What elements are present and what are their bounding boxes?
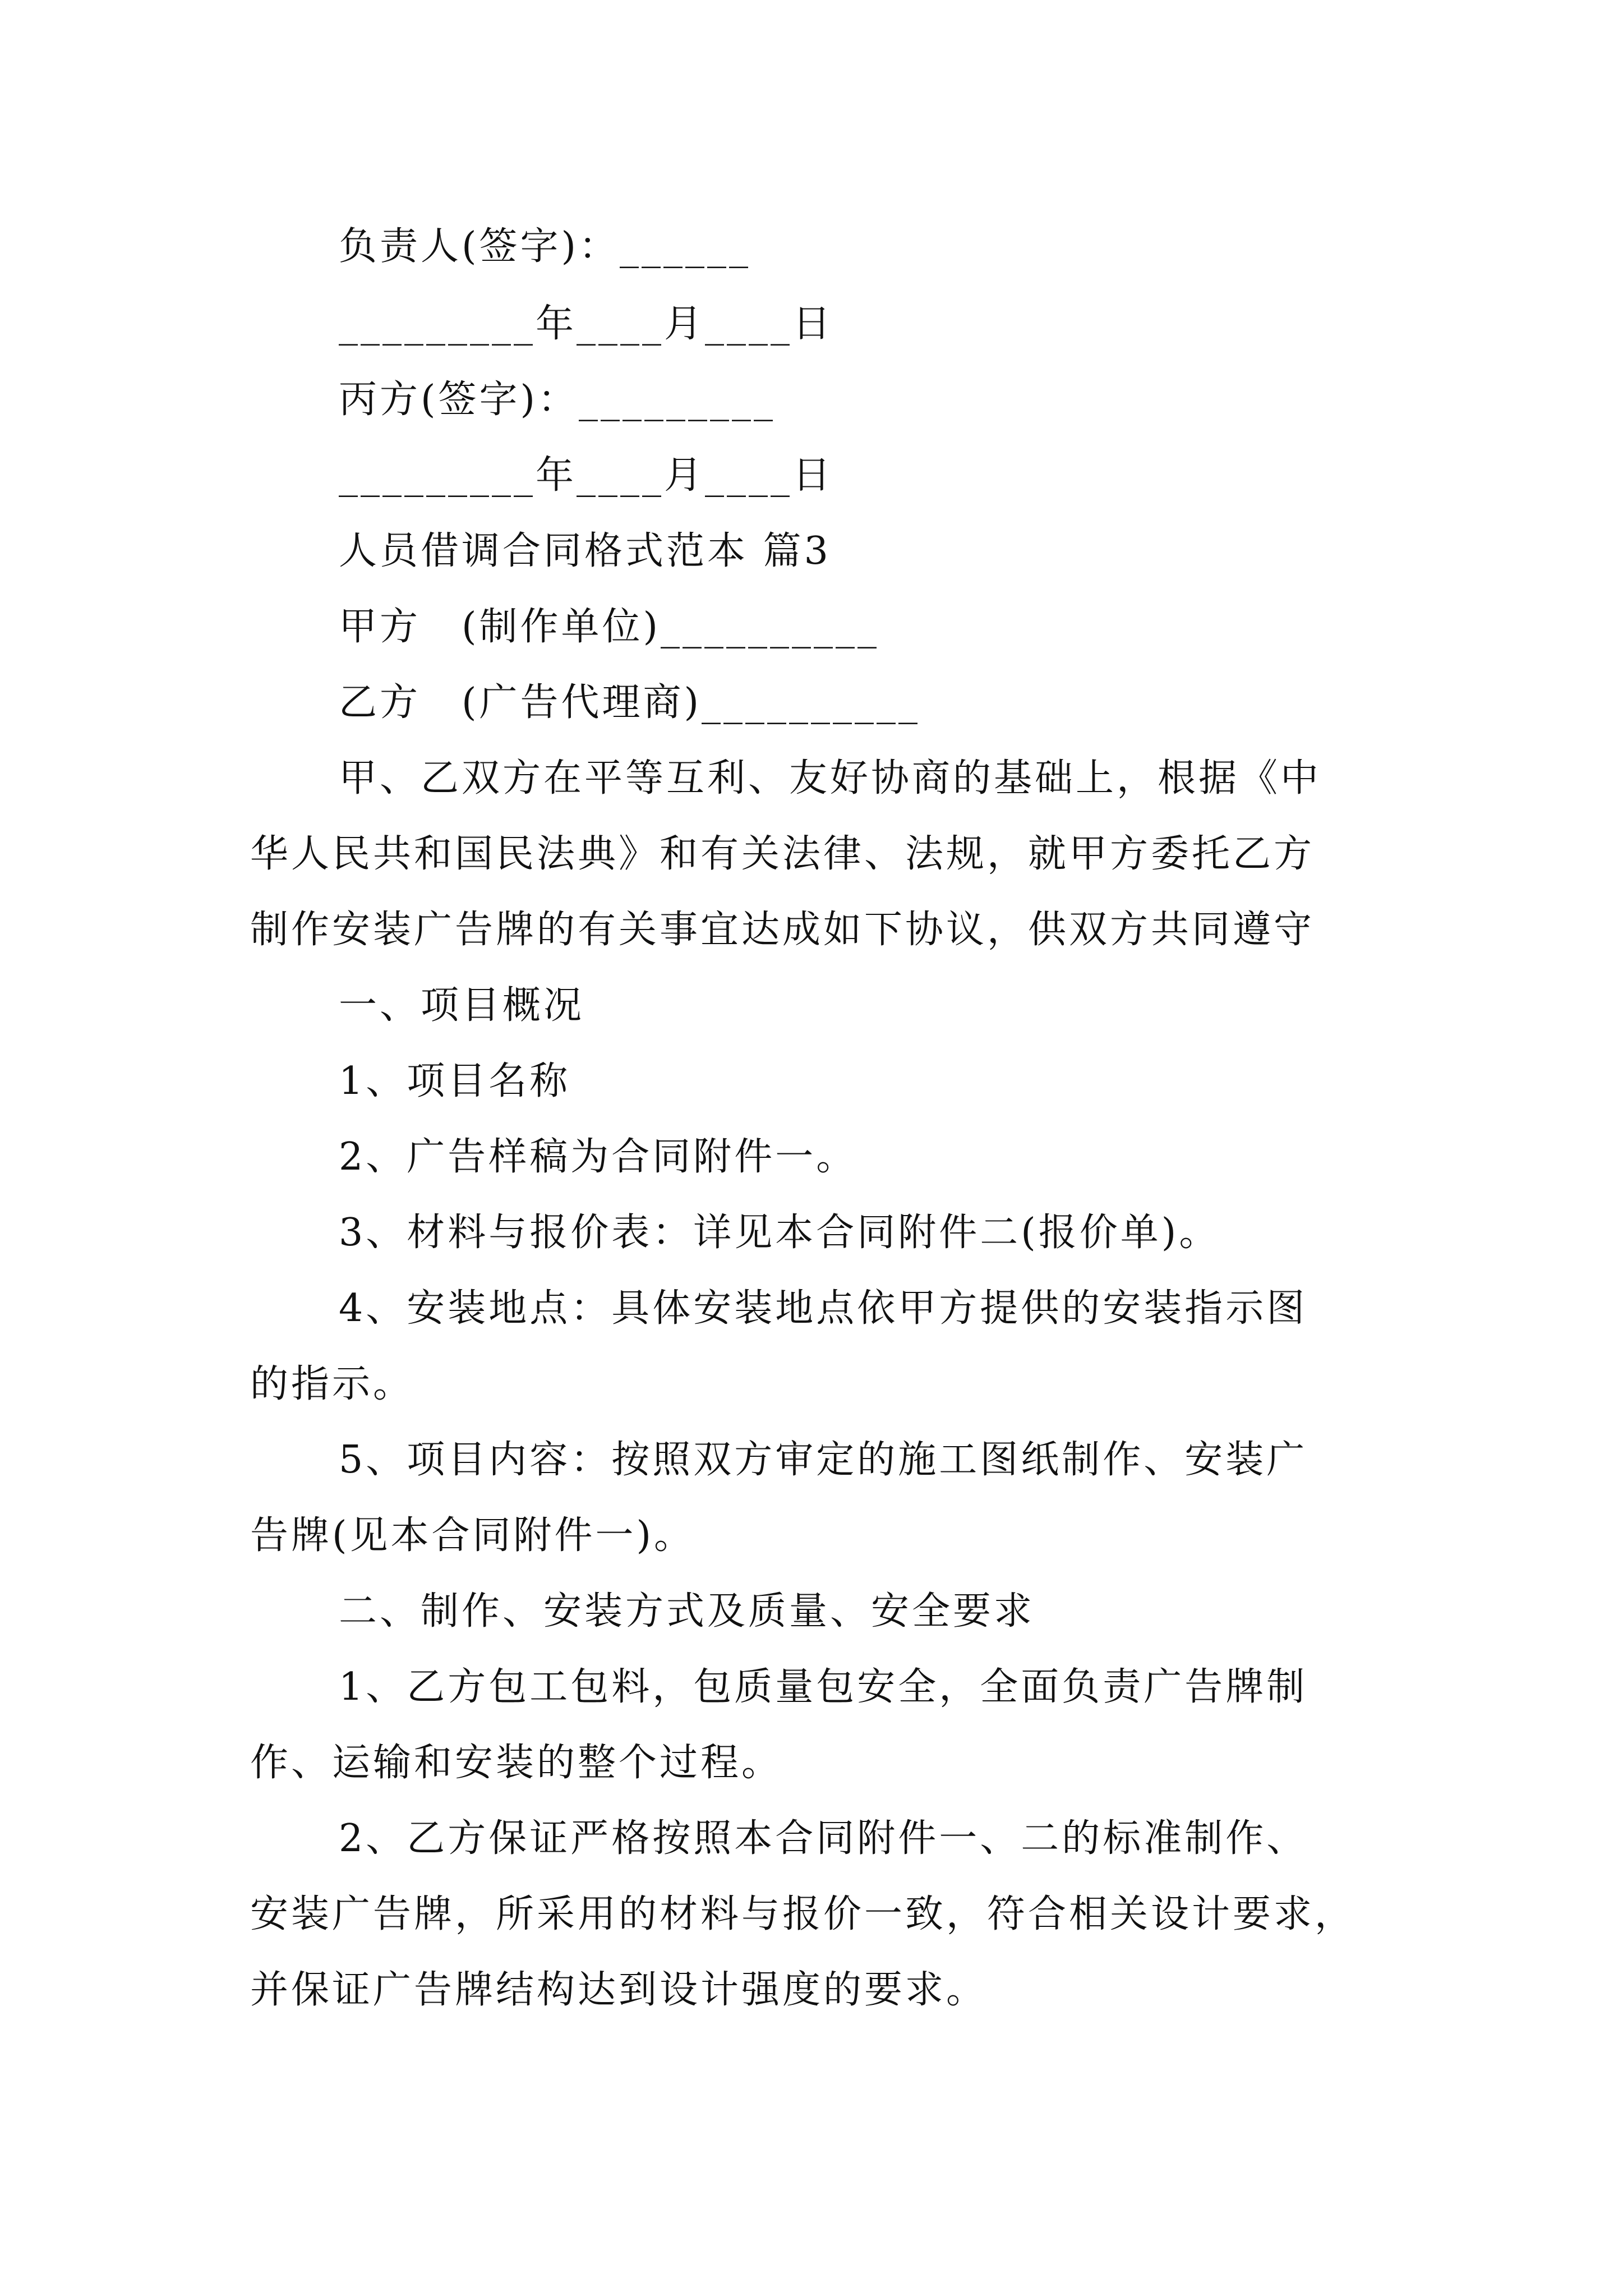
clause-1-line-2: 作、运输和安装的整个过程。 — [250, 1741, 783, 1785]
clause-2-line-2: 安装广告牌，所采用的材料与报价一致，符合相关设计要求， — [250, 1892, 1356, 1936]
item-install-location-line-2: 的指示。 — [250, 1362, 414, 1406]
party-b-line: 乙方 (广告代理商)__________ — [339, 680, 921, 725]
clause-2-line-3: 并保证广告牌结构达到设计强度的要求。 — [250, 1968, 988, 2012]
paragraph-intro-line-1: 甲、乙双方在平等互利、友好协商的基础上，根据《中 — [339, 756, 1322, 800]
date-line-2: _________年____月____日 — [339, 453, 834, 498]
item-project-content-line-1: 5、项目内容：按照双方审定的施工图纸制作、安装广 — [339, 1438, 1308, 1482]
paragraph-intro-line-3: 制作安装广告牌的有关事宜达成如下协议，供双方共同遵守 — [250, 908, 1315, 952]
date-line-1: _________年____月____日 — [339, 302, 834, 346]
clause-2-line-1: 2、乙方保证严格按照本合同附件一、二的标准制作、 — [339, 1816, 1308, 1861]
item-project-content-line-2: 告牌(见本合同附件一)。 — [250, 1513, 695, 1558]
heading-project-overview: 一、项目概况 — [339, 983, 585, 1028]
item-ad-draft: 2、广告样稿为合同附件一。 — [339, 1135, 857, 1179]
section-title: 人员借调合同格式范本 篇3 — [339, 529, 831, 573]
signature-line-person-in-charge: 负责人(签字)：______ — [339, 224, 751, 269]
item-materials-quote: 3、材料与报价表：详见本合同附件二(报价单)。 — [339, 1211, 1220, 1255]
clause-1-line-1: 1、乙方包工包料，包质量包安全，全面负责广告牌制 — [339, 1665, 1308, 1709]
party-a-line: 甲方 (制作单位)__________ — [339, 605, 880, 649]
heading-quality-safety: 二、制作、安装方式及质量、安全要求 — [339, 1589, 1035, 1634]
item-project-name: 1、项目名称 — [339, 1059, 571, 1103]
signature-line-party-c: 丙方(签字)：_________ — [339, 378, 776, 422]
paragraph-intro-line-2: 华人民共和国民法典》和有关法律、法规，就甲方委托乙方 — [250, 832, 1315, 876]
item-install-location-line-1: 4、安装地点：具体安装地点依甲方提供的安装指示图 — [339, 1286, 1308, 1331]
